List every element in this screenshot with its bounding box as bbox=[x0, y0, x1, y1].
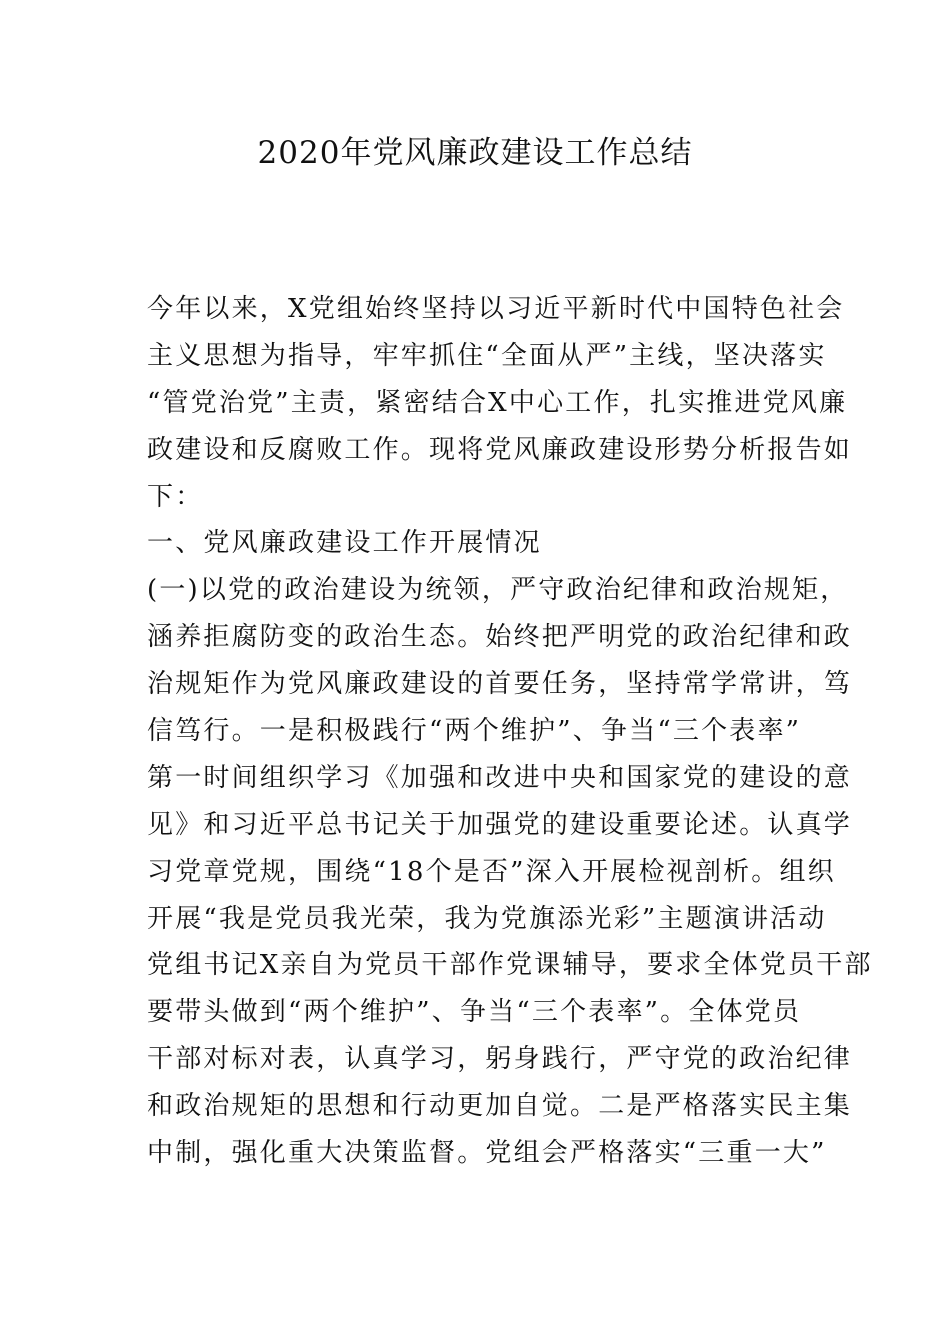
body-line: 下： bbox=[147, 481, 204, 512]
body-line: “管党治党”主责，紧密结合X中心工作，扎实推进党风廉 bbox=[147, 387, 848, 418]
body-line: 第一时间组织学习《加强和改进中央和国家党的建设的意 bbox=[147, 762, 853, 793]
body-line: (一)以党的政治建设为统领，严守政治纪律和政治规矩， bbox=[147, 575, 849, 606]
body-line: 涵养拒腐防变的政治生态。始终把严明党的政治纪律和政 bbox=[147, 622, 853, 653]
document-body bbox=[147, 286, 873, 1177]
body-line: 主义思想为指导，牢牢抓住“全面从严”主线，坚决落实 bbox=[147, 340, 827, 371]
body-line: 政建设和反腐败工作。现将党风廉政建设形势分析报告如 bbox=[147, 434, 853, 465]
section-heading: 一、党风廉政建设工作开展情况 bbox=[147, 528, 542, 559]
body-line: 今年以来，X党组始终坚持以习近平新时代中国特色社会 bbox=[147, 294, 845, 324]
body-line: 习党章党规，围绕“18个是否”深入开展检视剖析。组织 bbox=[147, 856, 836, 887]
body-line: 信笃行。一是积极践行“两个维护”、争当“三个表率” bbox=[147, 716, 802, 747]
body-line: 治规矩作为党风廉政建设的首要任务，坚持常学常讲，笃 bbox=[147, 669, 853, 700]
body-line: 党组书记X亲自为党员干部作党课辅导，要求全体党员干部 bbox=[147, 950, 873, 981]
body-line: 中制，强化重大决策监督。党组会严格落实“三重一大” bbox=[147, 1138, 827, 1169]
body-line: 开展“我是党员我光荣，我为党旗添光彩”主题演讲活动 bbox=[147, 903, 827, 934]
body-line: 要带头做到“两个维护”、争当“三个表率”。全体党员 bbox=[147, 997, 802, 1028]
body-line: 见》和习近平总书记关于加强党的建设重要论述。认真学 bbox=[147, 809, 853, 840]
body-line: 干部对标对表，认真学习，躬身践行，严守党的政治纪律 bbox=[147, 1044, 853, 1075]
body-line: 和政治规矩的思想和行动更加自觉。二是严格落实民主集 bbox=[147, 1091, 853, 1122]
document-title: 2020年党风廉政建设工作总结 bbox=[257, 135, 693, 171]
